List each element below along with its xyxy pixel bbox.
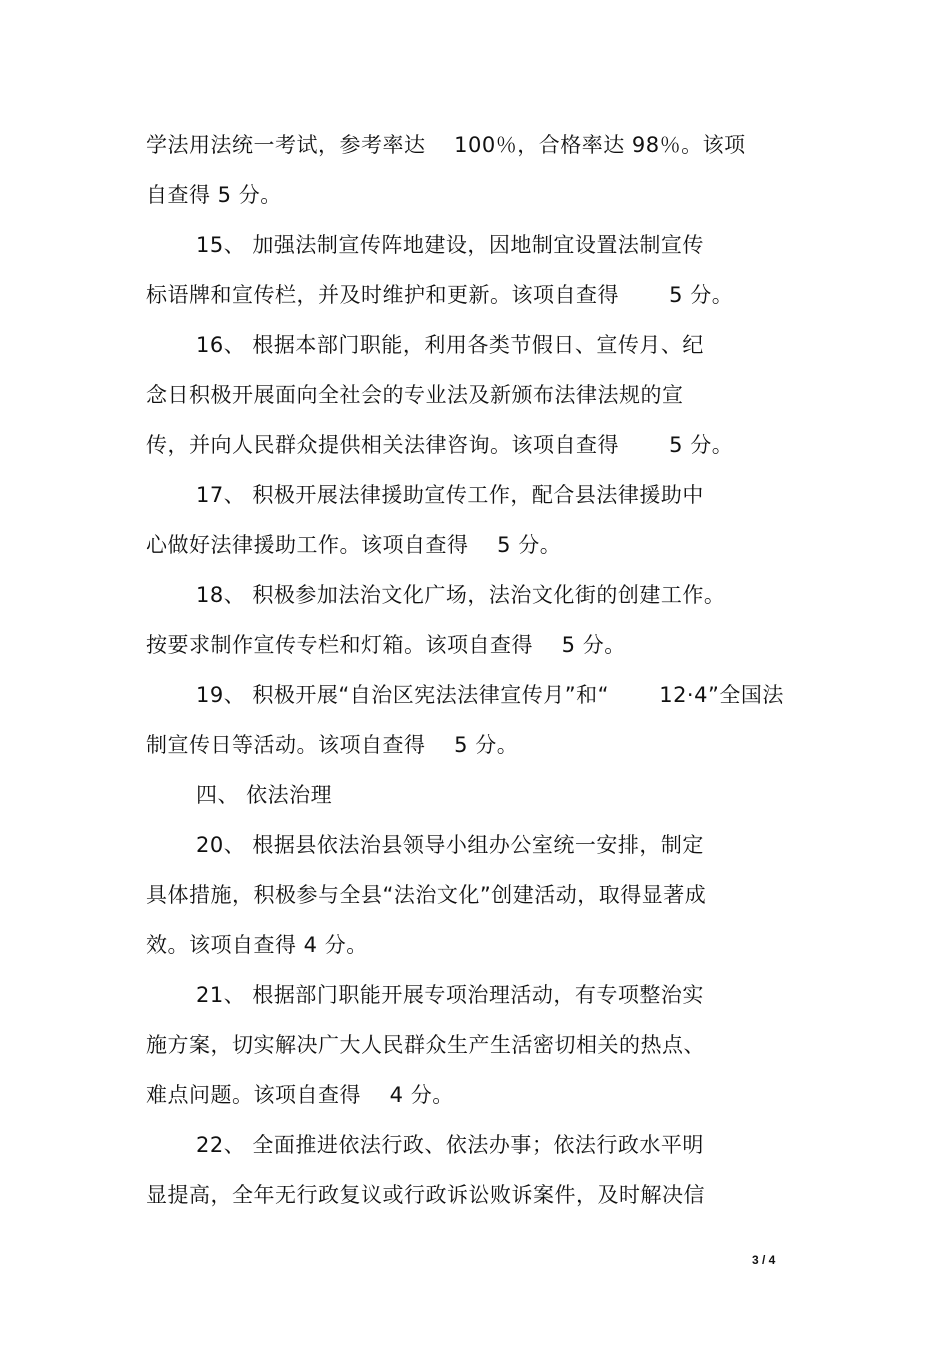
paragraph-16-start: 16、 根据本部门职能，利用各类节假日、宣传月、纪 [196, 333, 704, 357]
paragraph-15-start: 15、 加强法制宣传阵地建设，因地制宜设置法制宣传 [196, 233, 704, 257]
paragraph-17-start: 17、 积极开展法律援助宣传工作，配合县法律援助中 [196, 483, 704, 507]
paragraph-22-start: 22、 全面推进依法行政、依法办事；依法行政水平明 [196, 1133, 704, 1157]
text-line: 学法用法统一考试，参考率达 100％，合格率达 98％。该项 [146, 133, 746, 157]
page-number: 3 / 4 [752, 1253, 776, 1267]
text-line: 显提高，全年无行政复议或行政诉讼败诉案件，及时解决信 [146, 1183, 705, 1207]
text-line: 效。该项自查得 4 分。 [146, 933, 368, 957]
text-line: 传，并向人民群众提供相关法律咨询。该项自查得 5 分。 [146, 433, 734, 457]
text-line: 标语牌和宣传栏，并及时维护和更新。该项自查得 5 分。 [146, 283, 734, 307]
paragraph-19-start: 19、 积极开展“自治区宪法法律宣传月”和“ 12·4”全国法 [196, 683, 784, 707]
text-line: 按要求制作宣传专栏和灯箱。该项自查得 5 分。 [146, 633, 626, 657]
text-line: 制宣传日等活动。该项自查得 5 分。 [146, 733, 519, 757]
text-line: 心做好法律援助工作。该项自查得 5 分。 [146, 533, 562, 557]
text-line: 难点问题。该项自查得 4 分。 [146, 1083, 454, 1107]
text-line: 念日积极开展面向全社会的专业法及新颁布法律法规的宣 [146, 383, 684, 407]
text-line: 施方案，切实解决广大人民群众生产生活密切相关的热点、 [146, 1033, 705, 1057]
text-line: 具体措施，积极参与全县“法治文化”创建活动，取得显著成 [146, 883, 707, 907]
text-line: 自查得 5 分。 [146, 183, 282, 207]
paragraph-20-start: 20、 根据县依法治县领导小组办公室统一安排，制定 [196, 833, 704, 857]
paragraph-21-start: 21、 根据部门职能开展专项治理活动，有专项整治实 [196, 983, 704, 1007]
paragraph-18-start: 18、 积极参加法治文化广场，法治文化街的创建工作。 [196, 583, 726, 607]
section-heading: 四、 依法治理 [196, 783, 333, 807]
